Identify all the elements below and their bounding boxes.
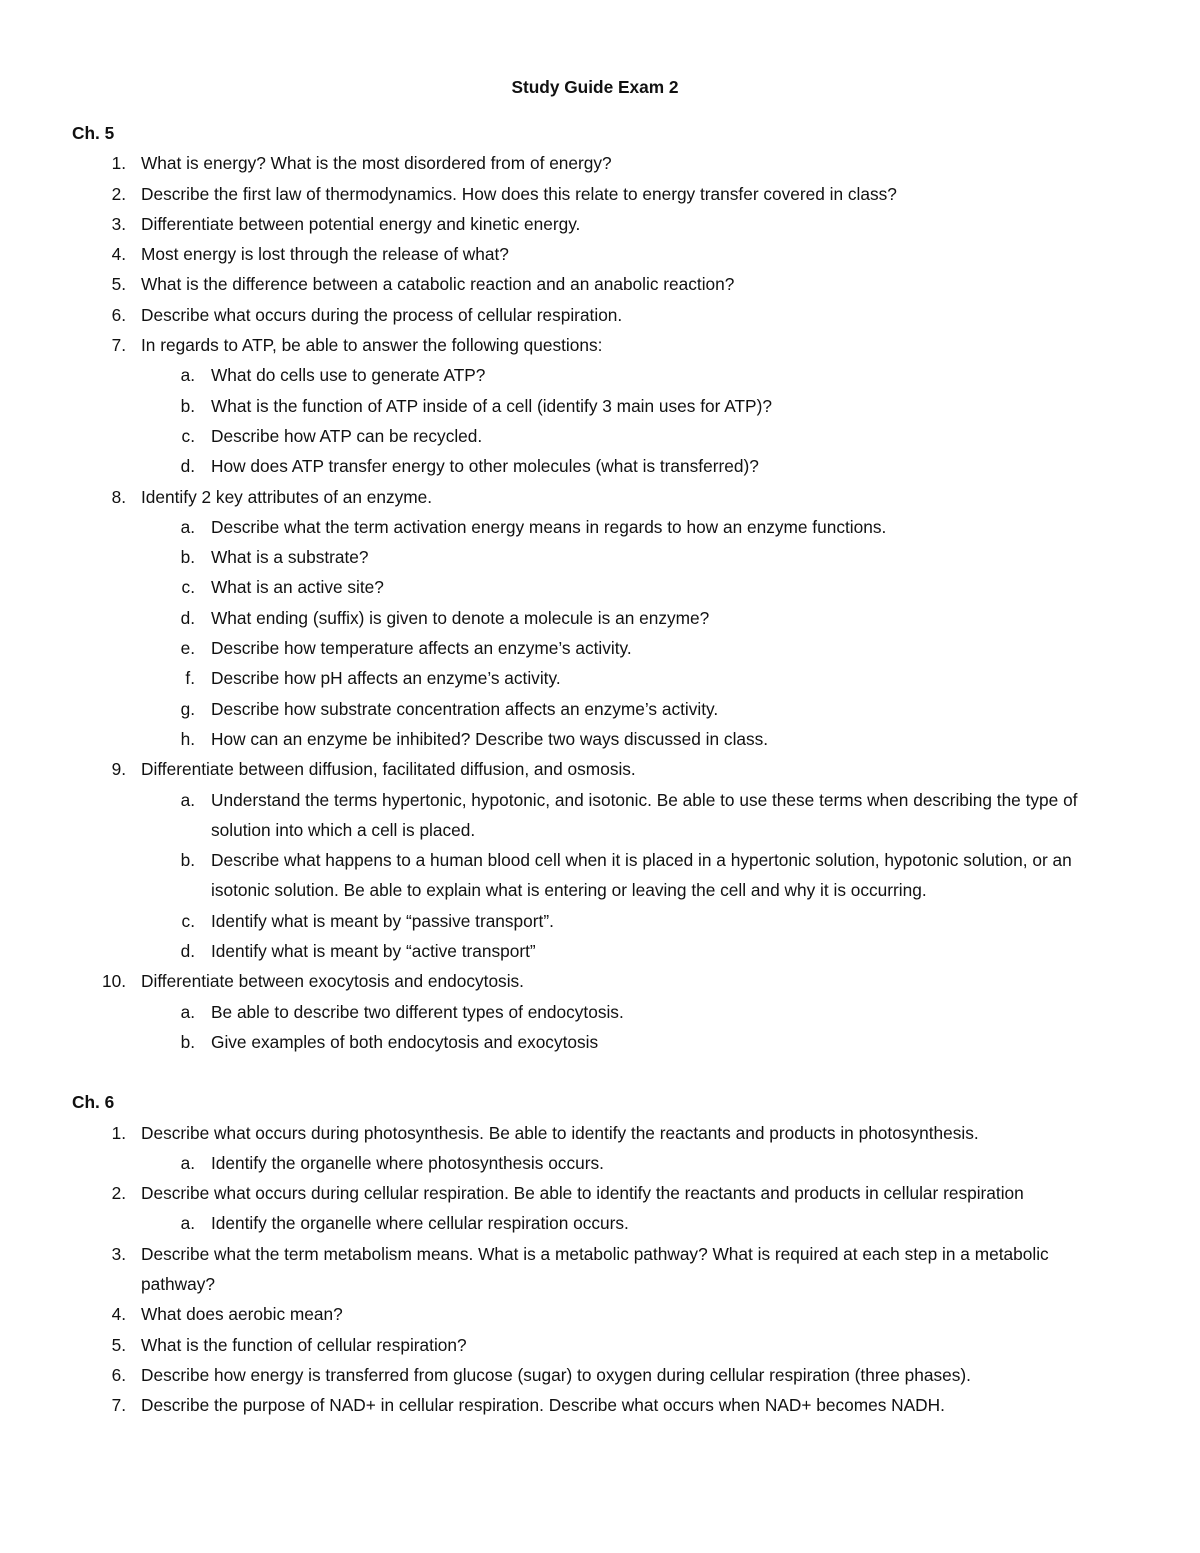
question-item <box>72 966 1118 1057</box>
chapter-heading: Ch. 5 <box>72 123 115 143</box>
sub-question-letter: b. <box>180 850 195 871</box>
question-number: 5. <box>111 274 126 295</box>
sub-question-text: Identify what is meant by “passive transport”. <box>211 910 554 931</box>
sub-question-letter: h. <box>180 728 195 749</box>
question-text: Most energy is lost through the release of what? <box>141 244 509 265</box>
sub-question-text: What ending (suffix) is given to denote a molecule is an enzyme? <box>211 607 710 628</box>
question-number: 1. <box>111 153 126 174</box>
question-item <box>72 482 1118 755</box>
sub-question-text: How can an enzyme be inhibited? Describe two ways discussed in class. <box>211 728 769 749</box>
sub-question-list <box>141 1208 1118 1238</box>
sub-question-letter: a. <box>180 365 195 386</box>
sub-question-item <box>141 572 1118 602</box>
question-text: Identify 2 key attributes of an enzyme. <box>141 486 433 507</box>
sub-question-letter: c. <box>181 910 195 931</box>
question-item <box>72 1239 1118 1300</box>
question-text: Differentiate between exocytosis and endocytosis. <box>141 971 524 992</box>
sub-question-text: Identify the organelle where cellular respiration occurs. <box>211 1213 629 1234</box>
sub-question-item <box>141 451 1118 481</box>
sub-question-item <box>141 906 1118 936</box>
sub-question-text: Describe how ATP can be recycled. <box>211 425 483 446</box>
sub-question-letter: a. <box>180 516 195 537</box>
sub-question-letter: b. <box>180 547 195 568</box>
question-list <box>72 1118 1118 1421</box>
question-item <box>72 330 1118 481</box>
sub-question-letter: a. <box>180 1001 195 1022</box>
sub-question-text: What is an active site? <box>211 577 384 598</box>
sub-question-text: Describe how temperature affects an enzyme’s activity. <box>211 638 632 659</box>
question-number: 7. <box>111 1395 126 1416</box>
sub-question-text: What is a substrate? <box>211 547 369 568</box>
sub-question-list <box>141 785 1118 967</box>
question-number: 9. <box>111 759 126 780</box>
question-number: 8. <box>111 486 126 507</box>
sub-question-letter: d. <box>180 607 195 628</box>
question-number: 3. <box>111 213 126 234</box>
question-number: 6. <box>111 304 126 325</box>
sub-question-letter: c. <box>181 425 195 446</box>
question-item <box>72 300 1118 330</box>
sub-question-letter: a. <box>180 1152 195 1173</box>
question-text: Describe what occurs during cellular respiration. Be able to identify the reactants and products in cellular respiration <box>141 1183 1024 1204</box>
question-number: 5. <box>111 1334 126 1355</box>
sub-question-text: Identify what is meant by “active transport” <box>211 941 536 962</box>
question-item <box>72 1299 1118 1329</box>
sub-question-letter: c. <box>181 577 195 598</box>
question-item <box>72 754 1118 966</box>
sub-question-text: Describe what the term activation energy means in regards to how an enzyme functions. <box>211 516 887 537</box>
question-number: 2. <box>111 183 126 204</box>
sub-question-item <box>141 391 1118 421</box>
question-text: In regards to ATP, be able to answer the following questions: <box>141 335 603 356</box>
chapter-section <box>72 118 1118 1057</box>
question-list <box>72 148 1118 1057</box>
sub-question-list <box>141 512 1118 754</box>
document-body <box>72 118 1118 1420</box>
question-text: Describe the purpose of NAD+ in cellular respiration. Describe what occurs when NAD+ becomes NADH. <box>141 1395 945 1416</box>
question-number: 1. <box>111 1122 126 1143</box>
sub-question-text: What is the function of ATP inside of a cell (identify 3 main uses for ATP)? <box>211 395 772 416</box>
question-number: 3. <box>111 1243 126 1264</box>
question-item <box>72 1178 1118 1239</box>
sub-question-letter: g. <box>180 698 195 719</box>
question-item <box>72 179 1118 209</box>
question-number: 2. <box>111 1183 126 1204</box>
sub-question-item <box>141 785 1118 846</box>
question-item <box>72 1390 1118 1420</box>
document-title: Study Guide Exam 2 <box>511 77 679 97</box>
question-number: 6. <box>111 1364 126 1385</box>
question-item <box>72 148 1118 178</box>
question-item <box>72 269 1118 299</box>
question-number: 4. <box>111 1304 126 1325</box>
question-text: Differentiate between diffusion, facilitated diffusion, and osmosis. <box>141 759 636 780</box>
question-text: Differentiate between potential energy and kinetic energy. <box>141 213 581 234</box>
question-number: 10. <box>101 971 126 992</box>
question-text: What is the function of cellular respiration? <box>141 1334 467 1355</box>
chapter-section <box>72 1087 1118 1420</box>
sub-question-text: Describe how substrate concentration affects an enzyme’s activity. <box>211 698 719 719</box>
sub-question-item <box>141 542 1118 572</box>
sub-question-text: What do cells use to generate ATP? <box>211 365 486 386</box>
question-text: What does aerobic mean? <box>141 1304 343 1325</box>
question-item <box>72 209 1118 239</box>
sub-question-text: Be able to describe two different types of endocytosis. <box>211 1001 624 1022</box>
question-text: What is the difference between a catabolic reaction and an anabolic reaction? <box>141 274 735 295</box>
chapter-heading: Ch. 6 <box>72 1092 115 1113</box>
question-number: 4. <box>111 244 126 265</box>
question-text: What is energy? What is the most disordered from of energy? <box>141 153 612 174</box>
sub-question-letter: d. <box>180 941 195 962</box>
question-item <box>72 1360 1118 1390</box>
sub-question-letter: a. <box>180 789 195 810</box>
sub-question-item <box>141 1148 1118 1178</box>
sub-question-item <box>141 724 1118 754</box>
sub-question-text: Give examples of both endocytosis and exocytosis <box>211 1031 599 1052</box>
question-text: Describe what occurs during photosynthesis. Be able to identify the reactants and products in photosynthesis. <box>141 1122 979 1143</box>
sub-question-letter: f. <box>185 668 195 689</box>
sub-question-item <box>141 1027 1118 1057</box>
question-item <box>72 1330 1118 1360</box>
question-number: 7. <box>111 335 126 356</box>
sub-question-text: Describe what happens to a human blood cell when it is placed in a hypertonic solution, hypotonic solution, or an isotonic solution. Be able to explain what is entering or leaving the cell and why it is occurring. <box>211 850 1072 901</box>
sub-question-letter: e. <box>180 638 195 659</box>
question-text: Describe the first law of thermodynamics. How does this relate to energy transfer covered in class? <box>141 183 897 204</box>
sub-question-text: Identify the organelle where photosynthesis occurs. <box>211 1152 604 1173</box>
sub-question-item <box>141 845 1118 906</box>
question-text: Describe what occurs during the process of cellular respiration. <box>141 304 623 325</box>
sub-question-item <box>141 360 1118 390</box>
question-text: Describe what the term metabolism means. What is a metabolic pathway? What is required at each step in a metabolic pathway? <box>141 1243 1049 1294</box>
sub-question-list <box>141 360 1118 481</box>
sub-question-item <box>141 663 1118 693</box>
sub-question-item <box>141 1208 1118 1238</box>
question-text: Describe how energy is transferred from glucose (sugar) to oxygen during cellular respiration (three phases). <box>141 1364 971 1385</box>
sub-question-text: Describe how pH affects an enzyme’s activity. <box>211 668 561 689</box>
sub-question-letter: b. <box>180 395 195 416</box>
question-item <box>72 239 1118 269</box>
sub-question-item <box>141 694 1118 724</box>
sub-question-text: How does ATP transfer energy to other molecules (what is transferred)? <box>211 456 759 477</box>
sub-question-letter: d. <box>180 456 195 477</box>
sub-question-item <box>141 936 1118 966</box>
sub-question-item <box>141 633 1118 663</box>
sub-question-letter: b. <box>180 1031 195 1052</box>
sub-question-item <box>141 997 1118 1027</box>
sub-question-item <box>141 421 1118 451</box>
question-item <box>72 1118 1118 1179</box>
sub-question-item <box>141 512 1118 542</box>
sub-question-text: Understand the terms hypertonic, hypotonic, and isotonic. Be able to use these terms when describing the type of solution into which a cell is placed. <box>211 789 1078 840</box>
sub-question-list <box>141 1148 1118 1178</box>
sub-question-item <box>141 603 1118 633</box>
sub-question-list <box>141 997 1118 1058</box>
sub-question-letter: a. <box>180 1213 195 1234</box>
